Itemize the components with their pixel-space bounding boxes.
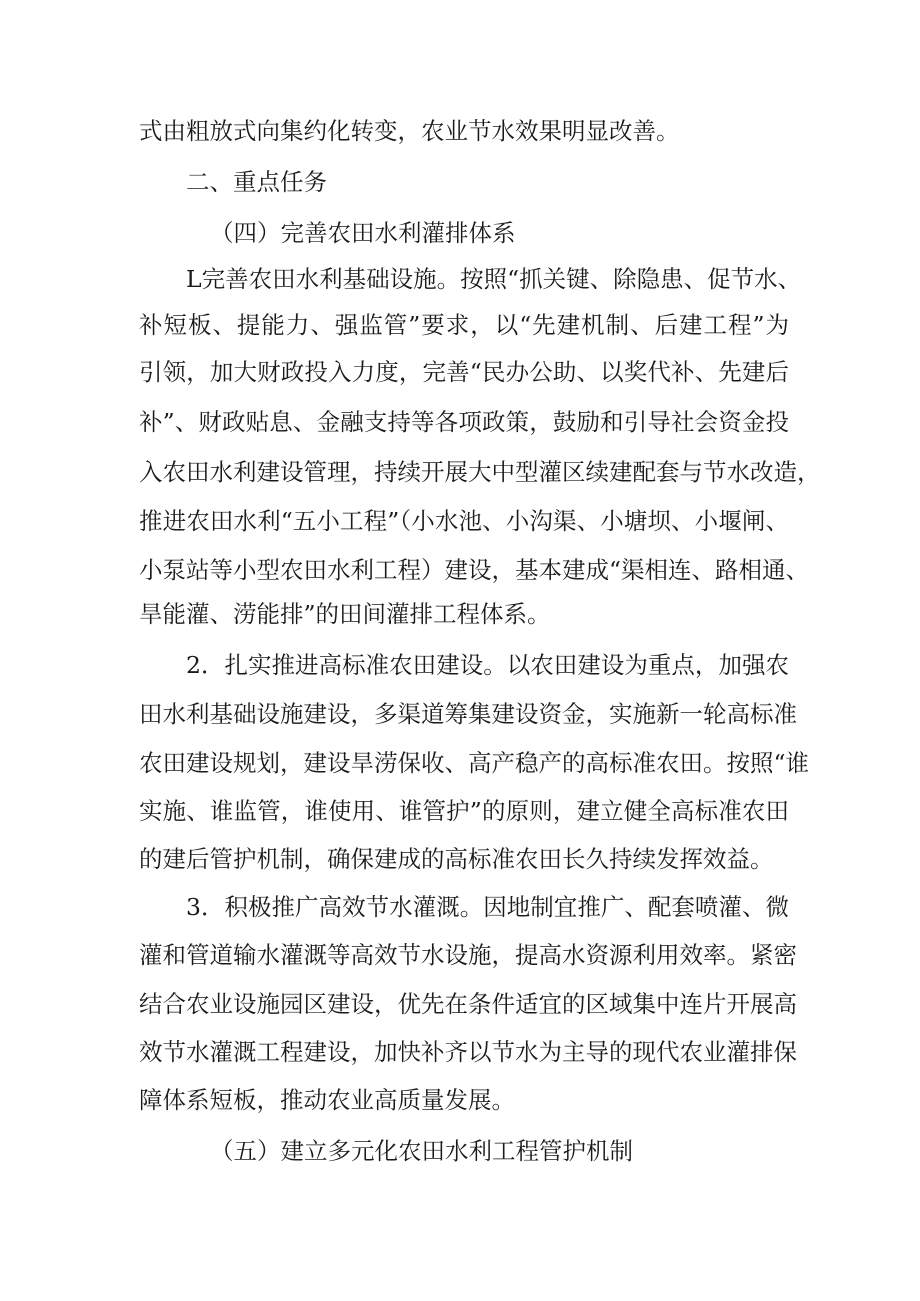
paragraph-line: 灌和管道输水灌溉等高效节水设施，提高水资源利用效率。紧密 — [139, 941, 797, 969]
subsection-heading: （五）建立多元化农田水利工程管护机制 — [210, 1137, 633, 1165]
paragraph-line: 补短板、提能力、强监管”要求，以“先建机制、后建工程”为 — [139, 311, 789, 339]
paragraph-line: 小泵站等小型农田水利工程）建设，基本建成“渠相连、路相通、 — [139, 556, 810, 584]
paragraph-line: 旱能灌、涝能排”的田间灌排工程体系。 — [139, 600, 551, 628]
paragraph-line: 引领，加大财政投入力度，完善“民办公助、以奖代补、先建后 — [139, 358, 789, 386]
paragraph-line: 2．扎实推进高标准农田建设。以农田建设为重点，加强农 — [186, 651, 789, 679]
subsection-heading: （四）完善农田水利灌排体系 — [210, 219, 516, 247]
section-heading: 二、重点任务 — [186, 168, 327, 196]
paragraph-line: 入农田水利建设管理，持续开展大中型灌区续建配套与节水改造， — [139, 458, 821, 486]
paragraph-line: 效节水灌溉工程建设，加快补齐以节水为主导的现代农业灌排保 — [139, 1038, 797, 1066]
paragraph-line: L完善农田水利基础设施。按照“抓关键、除隐患、促节水、 — [186, 265, 802, 293]
paragraph-line: 农田建设规划，建设旱涝保收、高产稳产的高标准农田。按照“谁 — [139, 749, 810, 777]
paragraph-line: 3．积极推广高效节水灌溉。因地制宜推广、配套喷灌、微 — [186, 893, 789, 921]
paragraph-line: 实施、谁监管，谁使用、谁管护”的原则，建立健全高标准农田 — [139, 797, 789, 825]
paragraph-line: 式由粗放式向集约化转变，农业节水效果明显改善。 — [139, 117, 680, 145]
paragraph-line: 补”、财政贴息、金融支持等各项政策，鼓励和引导社会资金投 — [139, 408, 789, 436]
paragraph-line: 的建后管护机制，确保建成的高标准农田长久持续发挥效益。 — [139, 845, 774, 873]
paragraph-line: 障体系短板，推动农业高质量发展。 — [139, 1086, 515, 1114]
paragraph-line: 推进农田水利“五小工程”（小水池、小沟渠、小塘坝、小堰闸、 — [139, 507, 789, 535]
paragraph-line: 结合农业设施园区建设，优先在条件适宜的区域集中连片开展高 — [139, 990, 797, 1018]
paragraph-line: 田水利基础设施建设，多渠道筹集建设资金，实施新一轮高标准 — [139, 700, 797, 728]
